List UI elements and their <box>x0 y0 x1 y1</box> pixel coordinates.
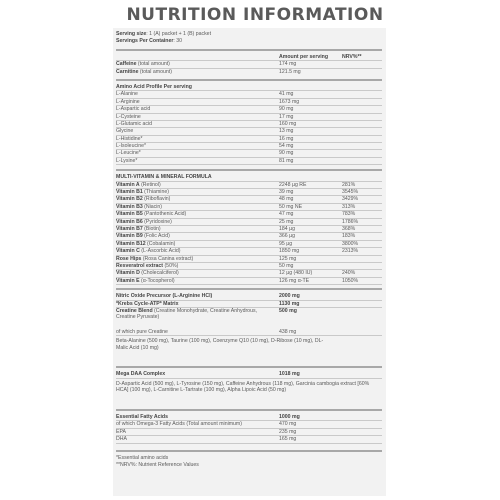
amino-heading: Amino Acid Profile Per serving <box>116 83 192 90</box>
vitamin-note: (L-Ascorbic Acid) <box>139 248 181 255</box>
vitamin-note: (50%) <box>163 262 179 269</box>
divider <box>116 49 382 51</box>
krebs-row <box>116 301 382 308</box>
vitamin-name: Vitamin B9 <box>116 233 143 240</box>
caffeine-row <box>116 61 382 68</box>
vitamin-nrv: 2313% <box>342 248 359 255</box>
amino-row <box>116 143 382 150</box>
carnitine-note: (total amount) <box>138 68 172 75</box>
creatine-amount: 500 mg <box>279 307 297 314</box>
servings-per-container-label: Servings Per Container <box>116 38 174 45</box>
daa-row <box>116 371 382 378</box>
amino-row <box>116 114 382 121</box>
vitamin-amount: 39 mg <box>279 189 294 196</box>
vitamin-row <box>116 248 382 255</box>
caffeine-note: (total amount) <box>136 61 170 68</box>
pure-creatine-amount: 438 mg <box>279 328 297 335</box>
amino-name: L-Alanine <box>116 91 138 98</box>
amino-list <box>116 91 382 165</box>
amino-name: L-Aspartic acid <box>116 106 151 113</box>
amino-name: L-Lysine* <box>116 157 138 164</box>
vitamin-note: (Thiamine) <box>142 189 169 196</box>
vitamin-nrv: 313% <box>342 203 356 210</box>
efa-name: of which Omega-3 Fatty Acids (Total amount minimum) <box>116 421 242 428</box>
servings-per-container-value: : 30 <box>173 38 183 45</box>
vitamin-name: Rose Hips <box>116 255 142 262</box>
efa-list <box>116 421 382 443</box>
amino-name: L-Histidine* <box>116 135 143 142</box>
amino-row <box>116 136 382 143</box>
vitamin-nrv: 368% <box>342 225 356 232</box>
amino-name: L-Isoleucine* <box>116 143 146 150</box>
vitamin-note: (Biotin) <box>142 225 161 232</box>
creatine-row <box>116 308 382 329</box>
pure-creatine-label: of which pure Creatine <box>116 328 168 335</box>
vitamin-row <box>116 256 382 263</box>
efa-name: EPA <box>116 428 126 435</box>
servings-per-container-row <box>116 38 382 45</box>
efa-name: DHA <box>116 436 127 443</box>
nitric-oxide-label: Nitric Oxide Precursor (L-Arginine HCl) <box>116 293 213 300</box>
creatine-label: Creatine Blend <box>116 307 153 314</box>
vitamin-row <box>116 196 382 203</box>
carnitine-row <box>116 69 382 76</box>
amino-name: Glycine <box>116 128 134 135</box>
carnitine-amount: 121.5 mg <box>279 68 301 75</box>
nitric-oxide-row <box>116 293 382 300</box>
page-title: NUTRITION INFORMATION <box>126 5 384 25</box>
efa-amount: 470 mg <box>279 421 297 428</box>
serving-size-row <box>116 31 382 38</box>
vitamin-amount: 50 mg <box>279 262 294 269</box>
vitamin-note: (Folic Acid) <box>142 233 170 240</box>
amount-column-header: Amount per serving <box>279 53 329 60</box>
footnote-row <box>116 462 382 469</box>
vitamin-amount: 48 mg <box>279 196 294 203</box>
amino-row <box>116 121 382 128</box>
vitamin-name: Vitamin B5 <box>116 211 143 218</box>
vitamin-name: Vitamin E <box>116 277 140 284</box>
vitamin-amount: 2248 µg RE <box>279 181 307 188</box>
vitamin-name: Vitamin D <box>116 270 140 277</box>
serving-size-value: : 1 (A) packet + 1 (B) packet <box>146 31 212 37</box>
efa-amount: 235 mg <box>279 428 297 435</box>
vitamin-row <box>116 233 382 240</box>
daa-label: Mega DAA Complex <box>116 371 166 378</box>
vitamin-row <box>116 241 382 248</box>
daa-amount: 1018 mg <box>279 371 300 378</box>
vitamin-name: Vitamin B1 <box>116 189 143 196</box>
amino-amount: 17 mg <box>279 113 294 120</box>
vitamin-name: Vitamin B6 <box>116 218 143 225</box>
vitamin-note: (Pantothenic Acid) <box>142 211 187 218</box>
carnitine-label: Carnitine <box>116 68 139 75</box>
vitamin-row <box>116 270 382 277</box>
amino-name: L-Glutamic acid <box>116 120 153 127</box>
creatine-note: (Creatine Monohydrate, Creatine Anhydrous, Creatine Pyruvate) <box>116 307 257 321</box>
vitamin-note: (Retinol) <box>139 181 161 188</box>
vitamin-amount: 366 µg <box>279 233 295 240</box>
amino-name: L-Leucine* <box>116 150 141 157</box>
vitamin-note: (Niacin) <box>142 203 163 210</box>
efa-row <box>116 429 382 436</box>
amino-row <box>116 158 382 165</box>
amino-row <box>116 99 382 106</box>
krebs-label: *Krebs Cycle-ATP* Matrix <box>116 300 179 307</box>
amino-heading-row <box>116 84 382 91</box>
footnote-nrv: **NRV%: Nutrient Reference Values <box>116 462 199 468</box>
vitamin-nrv: 183% <box>342 233 356 240</box>
krebs-amount: 1130 mg <box>279 300 300 307</box>
vitamin-note: (Pyridoxine) <box>142 218 172 225</box>
vitamin-row <box>116 219 382 226</box>
divider <box>116 79 382 81</box>
vitamin-amount: 25 mg <box>279 218 294 225</box>
vitamin-row <box>116 263 382 270</box>
vitamin-amount: 95 µg <box>279 240 293 247</box>
efa-row <box>116 414 382 421</box>
amino-amount: 13 mg <box>279 128 294 135</box>
divider <box>116 288 382 290</box>
vitamin-name: Vitamin B3 <box>116 203 143 210</box>
amino-amount: 160 mg <box>279 120 297 127</box>
amino-row <box>116 150 382 157</box>
efa-label: Essential Fatty Acids <box>116 414 168 421</box>
vitamin-row <box>116 278 382 285</box>
amino-row <box>116 106 382 113</box>
vitamin-nrv: 3545% <box>342 189 359 196</box>
amino-amount: 90 mg <box>279 106 294 113</box>
vitamin-nrv: 281% <box>342 181 356 188</box>
amino-amount: 90 mg <box>279 150 294 157</box>
vitamin-amount: 126 mg α-TE <box>279 277 310 284</box>
nrv-column-header: NRV%** <box>342 53 362 60</box>
vitamin-name: Resveratrol extract <box>116 262 164 269</box>
amino-amount: 1673 mg <box>279 98 300 105</box>
efa-amount: 165 mg <box>279 436 297 443</box>
column-header-row <box>116 54 382 61</box>
vitamin-note: (α-Tocopherol) <box>139 277 175 284</box>
vitamin-amount: 47 mg <box>279 211 294 218</box>
amino-amount: 41 mg <box>279 91 294 98</box>
blend-ingredients: Beta-Alanine (500 mg), Taurine (100 mg), Coenzyme Q10 (10 mg), D-Ribose (10 mg), DL-Malic Acid (10 mg) <box>116 338 324 351</box>
vitamin-amount: 1850 mg <box>279 248 300 255</box>
divider <box>116 366 382 368</box>
efa-amount: 1000 mg <box>279 414 300 421</box>
vitamin-amount: 184 µg <box>279 225 295 232</box>
vitamin-note: (Riboflavin) <box>142 196 171 203</box>
divider <box>116 450 382 452</box>
vitamin-amount: 50 mg NE <box>279 203 303 210</box>
vitamin-note: (Cholecalciferol) <box>139 270 179 277</box>
efa-row <box>116 421 382 428</box>
vitamin-row <box>116 189 382 196</box>
amino-name: L-Cysteine <box>116 113 141 120</box>
daa-ingredients: D-Aspartic Acid (500 mg), L-Tyrosine (150 mg), Caffeine Anhydrous (118 mg), Garcinia cambogia extract [60% HCA] (100 mg), L-Carnitine L-Tartrate (100 mg), Alpha Lipoic Acid (50 mg) <box>116 380 370 394</box>
vitamin-note: (Rosa Canina extract) <box>141 255 194 262</box>
vitamin-amount: 125 mg <box>279 255 297 262</box>
caffeine-label: Caffeine <box>116 61 137 68</box>
footnote-amino: *Essential amino acids <box>116 454 169 461</box>
vitamin-name: Vitamin B12 <box>116 240 146 247</box>
vitamin-name: Vitamin A <box>116 181 140 188</box>
vitamin-note: (Cobalamin) <box>145 240 176 247</box>
vitamin-nrv: 783% <box>342 211 356 218</box>
vitamin-nrv: 3429% <box>342 196 359 203</box>
vitamin-heading-row <box>116 174 382 181</box>
vitamin-name: Vitamin B2 <box>116 196 143 203</box>
vitamin-name: Vitamin B7 <box>116 225 143 232</box>
vitamin-row <box>116 182 382 189</box>
divider <box>116 169 382 171</box>
amino-amount: 81 mg <box>279 157 294 164</box>
vitamin-nrv: 240% <box>342 270 356 277</box>
nutrition-panel <box>113 28 386 496</box>
vitamin-nrv: 1786% <box>342 218 359 225</box>
vitamin-heading: MULTI-VITAMIN & MINERAL FORMULA <box>116 174 212 181</box>
amino-amount: 16 mg <box>279 135 294 142</box>
pure-creatine-row <box>116 329 382 336</box>
amino-name: L-Arginine <box>116 98 140 105</box>
serving-size-label: Serving size <box>116 31 147 37</box>
efa-row <box>116 436 382 443</box>
footnote-row <box>116 455 382 462</box>
vitamin-row <box>116 204 382 211</box>
vitamin-row <box>116 226 382 233</box>
caffeine-amount: 174 mg <box>279 61 297 68</box>
vitamin-nrv: 1050% <box>342 277 359 284</box>
amino-amount: 54 mg <box>279 143 294 150</box>
vitamin-list <box>116 182 382 285</box>
vitamin-name: Vitamin C <box>116 248 140 255</box>
amino-row <box>116 128 382 135</box>
vitamin-amount: 12 µg (480 IU) <box>279 270 313 277</box>
vitamin-nrv: 3800% <box>342 240 359 247</box>
amino-row <box>116 91 382 98</box>
divider <box>116 409 382 411</box>
vitamin-row <box>116 211 382 218</box>
nitric-oxide-amount: 2000 mg <box>279 293 300 300</box>
